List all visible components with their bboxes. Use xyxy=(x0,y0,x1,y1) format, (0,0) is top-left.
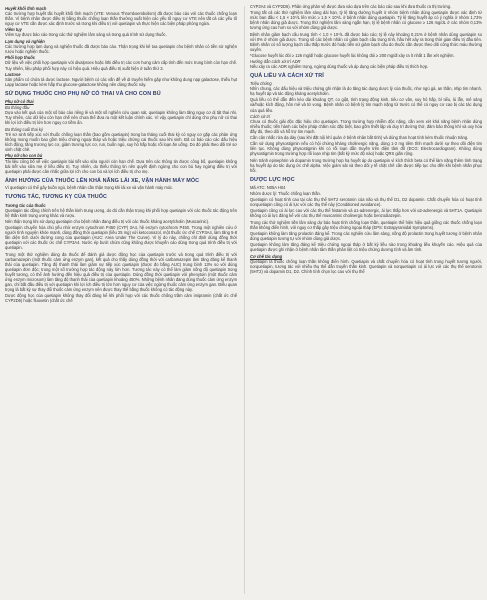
underlined-subheading: Phụ nữ có thai xyxy=(5,99,34,105)
paragraph: Quetiapin cũng có ái lực cao với các thụ thể histamin và α1-adrenergic, ái lực thấp hơn với α2-adrenergic và 5HT1A. Quetiapin không có ái lực đáng kể với các thụ thể muscarinic cholinergic hoặc benzodiazepin. xyxy=(250,208,482,219)
right-column xyxy=(250,4,482,598)
paragraph: Tài liệu công bố về việc quetiapin bài tiết vào sữa người còn hạn chế. Dựa trên các thông tin được công bố, quetiapin không bài tiết vào sữa mẹ ở liều điều trị. Tuy nhiên, do thiếu thông tin nên quyết định ngừng cho con bú hay ngừng điều trị với quetiapin phải được cân nhắc giữa lợi ích cho con bú và lợi ích điều trị cho mẹ. xyxy=(5,158,237,174)
column-divider xyxy=(244,6,245,594)
subheading: Tương tác của thuốc xyxy=(5,202,46,208)
paragraph: Quetiapin là thuốc chống loạn thần không điển hình. Quetiapin và chất chuyển hóa có hoạt tính trong huyết tương người, norquetiapin, tương tác với nhiều thụ thể dẫn truyền thần kinh. Quetiapin và norquetiapin có ái lực với các thụ thể serotonin (5HT2) và dopamin D1, D2. Chính tính chọn lọc cao với thụ thể xyxy=(250,258,482,274)
section-heading: ẢNH HƯỞNG CỦA THUỐC LÊN KHẢ NĂNG LÁI XE, VẬN HÀNH MÁY MÓC xyxy=(5,177,200,184)
paragraph: CYP3A4 và CYP2D6). Phân ứng phản vệ được đưa vào dựa trên các báo cáo sau khi đưa thuốc ra thị trường. xyxy=(250,4,452,9)
paragraph: Dựa vào kết quả của một số báo cáo riêng lẻ và một số nghiên cứu quan sát, quetiapin không làm tăng nguy cơ dị tật thai nhi. Tuy nhiên, các dữ liệu còn hạn chế nên chưa thể đưa ra một kết luận chính xác. Vì vậy quetiapin chỉ dùng cho phụ nữ có thai khi lợi ích điều trị lớn hơn nguy cơ tiềm ẩn. xyxy=(5,110,237,126)
paragraph: Vì quetiapin có thể gây buồn ngủ, bệnh nhân cần thận trọng khi lái xe và vận hành máy móc. xyxy=(5,185,174,191)
subheading: Phối hợp thuốc xyxy=(5,55,36,61)
paragraph: Nhóm dược lý: Thuốc chống loạn thần. xyxy=(250,190,321,196)
paragraph: Quetiapin chuyển hóa chủ yếu nhờ enzym cytochrom P450 (CYP) 3A4, hệ enzym cytochrom P450. Trong một nghiên cứu ở người tình nguyện khỏe mạnh, dùng đồng thời quetiapin (liều 25 mg) với ketoconazol, một thuốc ức chế CYP3A4, làm tăng 5-8 lần diện tích dưới đường cong của quetiapin (AUC: Area Under The Curve). Vì lý do này, chống chỉ định dùng đồng thời quetiapin với các thuốc ức chế CYP3A4. Nước ép bưởi chùm cũng không được khuyến cáo dùng trong quá trình điều trị với quetiapin. xyxy=(5,225,237,251)
paragraph: Dữ liệu về việc phối hợp quetiapin với divalproex hoặc lithi điều trị các cơn hưng cảm cấp tính đến mức trung bình còn hạn chế. Tuy nhiên, liệu pháp phối hợp này có hiệu quả. Hiệu quả điều trị xuất hiện ở tuần thứ 3. xyxy=(5,60,237,71)
paragraph: *Glucose huyết lúc đói ≥ 126 mg/dl hoặc glucose huyết lúc không đói ≥ 200 mg/dl xảy ra ít nhất 1 lần xét nghiệm. xyxy=(250,52,455,58)
paragraph: Nhìn chung, các dấu hiệu và triệu chứng ghi nhận là do tăng tác dụng dược lý của thuốc, như ngủ gà, an thần, nhịp tim nhanh, hạ huyết áp và tác động kháng acetylcholin. xyxy=(250,86,482,97)
subheading: Huyết khối tĩnh mạch xyxy=(5,5,47,11)
paragraph: Quetiapin không làm tăng prolactin đáng kể. Trong các nghiên cứu lâm sàng, nồng độ prolactin trong huyết tương ở bệnh nhân dùng quetiapin tương tự với nhóm dùng giả dược. xyxy=(250,230,482,241)
paragraph: Nên tránh epinephrin và dopamin trong trường hợp hạ huyết áp do quetiapin vì kích thích beta có thể làm nặng thêm tình trạng hạ huyết áp do tác dụng ức chế alpha. Việc giám sát và theo dõi y tế chặt chẽ cần được tiếp tục cho đến khi bệnh nhân phục hồi. xyxy=(250,157,482,173)
paragraph: Mã ATC: N05A H04 xyxy=(250,184,286,190)
paragraph: Quetiapin không làm tăng đáng kể triệu chứng ngoại tháp ở bất kỳ liều nào trong khoảng liều khuyến cáo. Hiệu quả của quetiapin được ghi nhận ở bệnh nhân tâm thần phân liệt có triệu chứng dương tính và âm tính. xyxy=(250,242,482,253)
paragraph: Viêm tụy được báo cáo trong các thử nghiệm lâm sàng và trong quá trình sử dụng thuốc. xyxy=(5,32,167,38)
paragraph: Quetiapin có hoạt tính cao tại các thụ thể 5HT2 serotonin của não và thụ thể D1, D2 dopamin. Chất chuyển hóa có hoạt tính norquetiapin cũng có ái lực với các thụ thể này (Conditioned avoidance). xyxy=(250,197,482,208)
paragraph: Cần sử dụng physostigmin nếu có hội chứng kháng cholinergic nặng, dùng 1-2 mg tiêm tĩnh mạch dưới sự theo dõi điện tim liên tục. Không dùng physostigmin khi có rối loạn dẫn truyền trên điện tâm đồ (ECG: Electrocardiogram). Không dùng physostigmin trong trường hợp rối loạn nhịp tim (bất kỳ mức độ nào) hoặc QRS giãn rộng. xyxy=(250,141,482,157)
paragraph: Cần cân nhắc rửa dạ dày (sau khi đặt nội khí quản ở bệnh nhân bất tỉnh) và dùng than hoạt tính kèm thuốc nhuận tràng. xyxy=(250,135,469,141)
paragraph: Trẻ sơ sinh tiếp xúc với thuốc chống loạn thần (bao gồm quetiapin) trong ba tháng cuối thai kỳ có nguy cơ gặp các phản ứng không mong muốn bao gồm triệu chứng ngoại tháp và hoặc triệu chứng cai thuốc sau khi sinh. Đã có báo cáo các dấu hiệu kích động, tăng trương lực cơ, giảm trương lực cơ, run, buồn ngủ, suy hô hấp hoặc rối loạn ăn uống. Do đó phải theo dõi trẻ sơ sinh chặt chẽ. xyxy=(5,131,237,152)
subheading: Viêm tụy xyxy=(5,27,22,33)
italic-label: Triệu chứng xyxy=(250,81,272,87)
left-column xyxy=(5,4,237,598)
italic-label: Ba tháng đầu xyxy=(5,105,30,111)
paragraph: Trong một thử nghiệm dùng đa thuốc để đánh giá dược động học của quetiapin trước và trong quá trình điều trị với carbamazepin (một thuốc cảm ứng enzym gan), kết quả cho thấy dùng đồng thời với carbamazepin làm tăng đáng kể thanh thải của quetiapin. Tăng độ thanh thải làm giảm sự tiếp xúc quetiapin (được đo bằng AUC) trung bình 13% so với dùng quetiapin đơn độc; trong một số trường hợp tác động này lớn hơn. Tương tác này có thể làm giảm nồng độ quetiapin trong huyết tương, có thể ảnh hưởng đến hiệu quả điều trị của quetiapin. Dùng đồng thời quetiapin với phenytoin (một thuốc cảm ứng enzym microsom) làm tăng độ thanh thải của quetiapin khoảng 450%. Những bệnh nhân đang dùng thuốc cảm ứng enzym gan, chỉ bắt đầu điều trị với quetiapin khi lợi ích điều trị lớn hơn nguy cơ của việc ngừng thuốc cảm ứng enzym gan. Điều quan trọng là bất kỳ sự thay đổi thuốc cảm ứng enzym nên được thay thế bằng thuốc không có tác động này. xyxy=(5,251,237,292)
subheading: Lactose xyxy=(5,72,21,78)
subheading: Lạm dụng và nghiện xyxy=(5,38,45,44)
subsection-link: Cơ chế tác dụng xyxy=(250,253,283,259)
section-heading: TƯƠNG TÁC, TƯƠNG KỴ CỦA THUỐC xyxy=(5,194,107,201)
paragraph: Bệnh nhân giảm bạch cầu trung tính < 1,0 × 10⁹/L đã được báo cáo; tỷ lệ này khoảng 0,21% ở bệnh nhân dùng quetiapin so với 0% ở nhóm giả dược. Trong số các bệnh nhân có giảm bạch cầu trung tính, hầu hết xảy ra trong thời gian điều trị đầu tiên. Bệnh nhân có số lượng bạch cầu thấp trước đó hoặc tiền sử giảm bạch cầu do thuốc cần được theo dõi công thức máu thường xuyên. xyxy=(250,31,482,52)
paragraph: Các trường hợp huyết tắc huyết khối tĩnh mạch (VTE: Venous Thromboembolism) đã được báo cáo với các thuốc chống loạn thần. Vì bệnh nhân được điều trị bằng thuốc chống loạn thần thường xuất hiện các yếu tố nguy cơ VTE nên tất cả các yếu tố nguy cơ VTE cần được xác định trước và trong khi điều trị với quetiapin và thực hiện các biện pháp phòng ngừa. xyxy=(5,10,237,26)
paragraph: Dược động học của quetiapin không thay đổi đáng kể khi phối hợp với các thuốc chống trầm cảm imipramin (chất ức chế CYP2D6) hoặc fluoxetin (chất ức chế xyxy=(5,293,237,304)
paragraph: Các trường hợp lạm dụng và nghiện thuốc đã được báo cáo. Thận trọng khi kê toa quetiapin cho bệnh nhân có tiền sử nghiện rượu hoặc nghiện thuốc. xyxy=(5,43,237,54)
paragraph: Nếu xảy ra các ADR nghiêm trọng, ngừng dùng thuốc và áp dụng các biện pháp điều trị thích hợp. xyxy=(250,64,429,70)
italic-label: Hướng dẫn cách xử trí ADR xyxy=(250,59,301,65)
paragraph: Trong các thử nghiệm tiền lâm sàng dự báo hoạt tính chống loạn thần, quetiapin thể hiện hiệu quả giống các thuốc chống loạn thần không điển hình, với nguy cơ thấp gây triệu chứng ngoại tháp (EPS: Extrapyramidal Symptoms). xyxy=(250,219,482,230)
paragraph: Nên thận trọng khi sử dụng quetiapin cho bệnh nhân đang điều trị với các thuốc kháng acetylcholin (Muscarinic). xyxy=(5,218,210,224)
section-heading: DƯỢC LỰC HỌC xyxy=(250,176,295,183)
section-heading: QUÁ LIỀU VÀ CÁCH XỬ TRÍ xyxy=(250,73,324,80)
paragraph: Chưa có thuốc giải độc đặc hiệu cho quetiapin. Trong trường hợp nhiễm độc nặng, cần xem xét khả năng bệnh nhân dùng nhiều thuốc; tiến hành các biện pháp chăm sóc đặc biệt, bao gồm thiết lập và duy trì đường thở, đảm bảo thông khí và oxy hóa đầy đủ, theo dõi và hỗ trợ tim mạch. xyxy=(250,118,482,134)
underlined-subheading: Phụ nữ cho con bú xyxy=(5,153,43,159)
paragraph: Trong tất cả các thử nghiệm lâm sàng dài hạn, tỷ lệ tăng đường huyết ở nhóm bệnh nhân dùng quetiapin được xác định từ mức ban đầu < 1,5 × 10⁹/L lên mức ≥ 1,5 × 10⁹/L ở bệnh nhân dùng quetiapin. Tỷ lệ tăng huyết áp có ý nghĩa ở nhóm 1,72% bệnh nhân dùng giả dược. Trong thử nghiệm lâm sàng ngắn hạn, tỷ lệ bệnh nhân có glucose ≥ 126 mg/dL ở các nhóm 0,13% tương ứng cao hơn so với nhóm dùng giả dược. xyxy=(250,10,482,31)
section-heading: SỬ DỤNG THUỐC CHO PHỤ NỮ CÓ THAI VÀ CHO CON BÚ xyxy=(5,91,161,98)
italic-label: Ba tháng cuối thai kỳ xyxy=(5,126,44,132)
paragraph: Quá liều có thể dẫn đến kéo dài khoảng QT, co giật, tình trạng động kinh, tiêu cơ vân, suy hô hấp, bí tiểu, lú lẫn, mê sảng và/hoặc kích động, hôn mê và tử vong. Bệnh nhân có bệnh lý tim mạch nặng từ trước có thể có nguy cơ cao bị các tác dụng của quá liều. xyxy=(250,97,482,113)
italic-label: Cách xử trí xyxy=(250,113,271,119)
paragraph: Sản phẩm có chứa tá dược lactose. Người bệnh có các vấn đề về di truyền hiếm gặp như không dung nạp galactose, thiếu hụt Lapp lactase hoặc kém hấp thu glucose-galactose không nên dùng thuốc này. xyxy=(5,77,237,88)
paragraph: Quetiapin tác động chính trên hệ thần kinh trung ương, do đó cần thận trọng khi phối hợp quetiapin với các thuốc tác động trên hệ thần kinh trung ương khác và rượu. xyxy=(5,207,237,218)
